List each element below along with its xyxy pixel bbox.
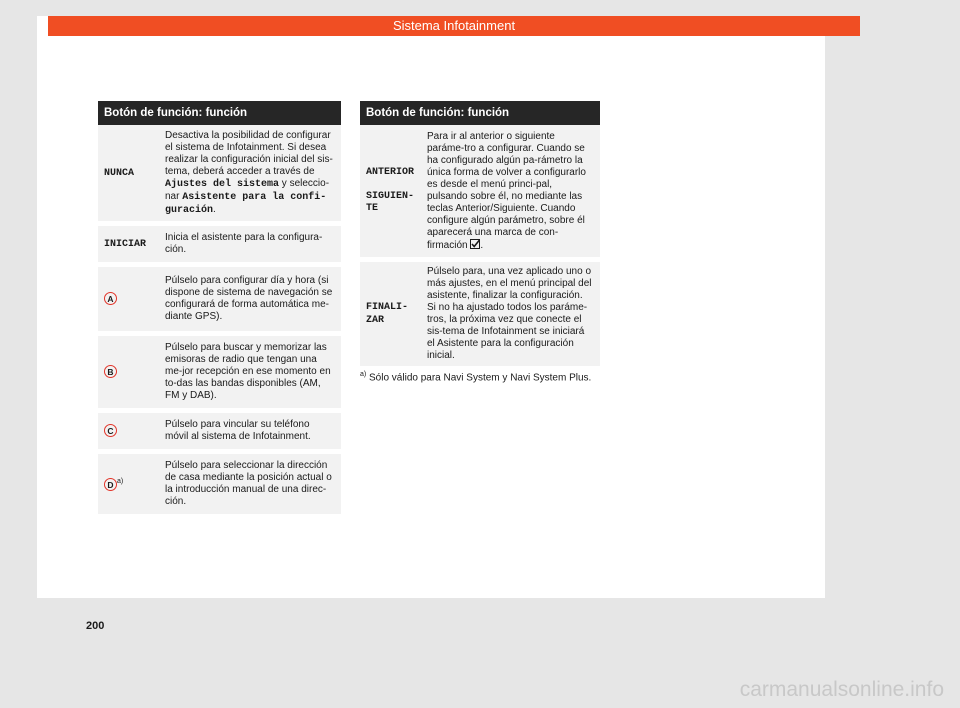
row-key (98, 265, 159, 334)
row-key: FINALI-ZAR (360, 260, 421, 367)
row-description: Para ir al anterior o siguiente paráme-tro a configurar. Cuando se ha configurado algún pa-rámetro la única forma de volver a configurarlo es desde el menú princi-pal, pulsando sobre él, no mediante las teclas Anterior/Siguiente. Cuando configure algún parámetro, sobre él aparecerá una marca de con-firmación . (421, 125, 600, 260)
button-b-icon: B (104, 365, 117, 378)
row-key: ANTERIOR SIGUIEN-TE (360, 125, 421, 260)
checkmark-icon (470, 239, 480, 249)
footnote-ref: a) (117, 478, 124, 486)
row-description: Inicia el asistente para la configura-ción. (159, 224, 341, 265)
footnote-mark: a) (360, 371, 367, 378)
button-d-icon: D (104, 478, 117, 491)
button-c-icon: C (104, 424, 117, 437)
table-row (98, 125, 341, 224)
page-number: 200 (86, 620, 105, 632)
function-table-left (98, 101, 341, 514)
table-header: Botón de función: función (360, 101, 600, 125)
row-description: Púlselo para configurar día y hora (si dispone de sistema de navegación se configurará de forma automática me-diante GPS). (159, 265, 341, 334)
row-description: Púlselo para buscar y memorizar las emisoras de radio que tengan una me-jor recepción en ese momento en to-das las bandas disponibles (AM, FM y DAB). (159, 334, 341, 411)
function-table-right (360, 101, 600, 366)
row-key (98, 411, 159, 452)
button-a-icon: A (104, 292, 117, 305)
footnote-text: Sólo válido para Navi System y Navi System Plus. (369, 372, 592, 384)
table-row (98, 334, 341, 411)
table-header: Botón de función: función (98, 101, 341, 125)
table-row (98, 452, 341, 515)
table-row (98, 224, 341, 265)
row-key: NUNCA (98, 125, 159, 224)
row-description: Púlselo para vincular su teléfono móvil al sistema de Infotainment. (159, 411, 341, 452)
row-description: Desactiva la posibilidad de configurar el sistema de Infotainment. Si desea realizar la configuración inicial del sis-tema, deberá acceder a través de Ajustes del sistema y seleccio-nar Asistente para la confi-guración. (159, 125, 341, 224)
row-description: Púlselo para seleccionar la dirección de casa mediante la posición actual o la introducción manual de una direc-ción. (159, 452, 341, 515)
table-row (98, 411, 341, 452)
row-key: INICIAR (98, 224, 159, 265)
section-header: Sistema Infotainment (48, 16, 860, 36)
row-key (98, 452, 159, 515)
table-row (360, 125, 600, 260)
row-key (98, 334, 159, 411)
row-description: Púlselo para, una vez aplicado uno o más ajustes, en el menú principal del asistente, finalizar la configuración. Si no ha ajustado todos los paráme-tros, la próxima vez que conecte el sis-tema de Infotainment se iniciará el Asistente para la configuración inicial. (421, 260, 600, 367)
table-row (98, 265, 341, 334)
footnote (360, 369, 620, 384)
table-row (360, 260, 600, 367)
watermark: carmanualsonline.info (739, 678, 944, 701)
